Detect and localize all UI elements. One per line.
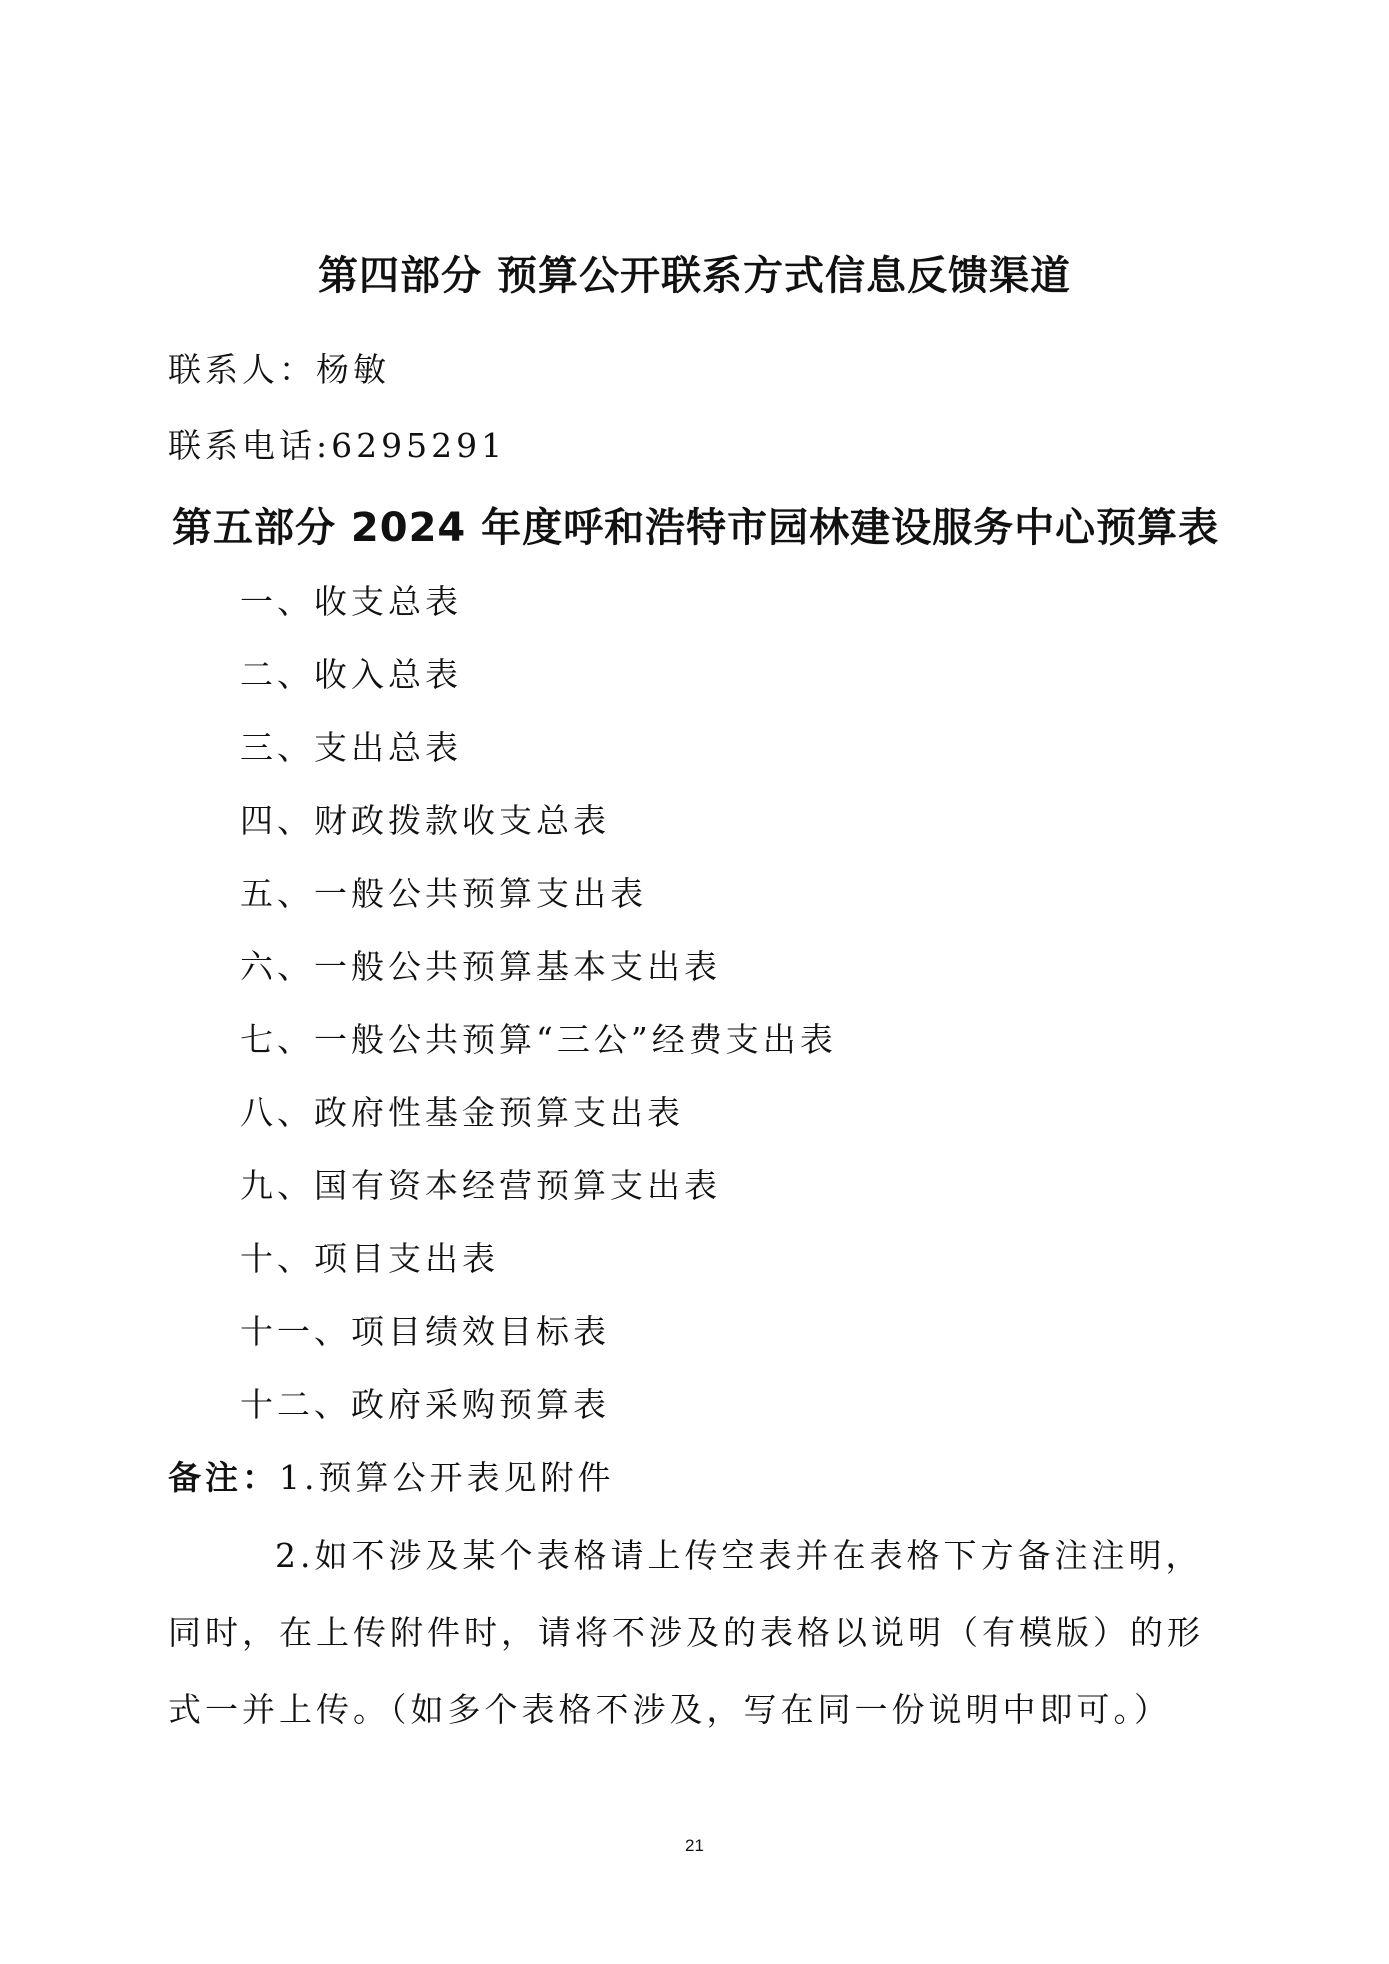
list-item: 一、收支总表 (240, 582, 462, 621)
note-line-1 (168, 1452, 615, 1499)
list-item: 六、一般公共预算基本支出表 (240, 947, 721, 986)
list-item: 七、一般公共预算“三公”经费支出表 (240, 1020, 837, 1059)
list-item: 九、国有资本经营预算支出表 (240, 1166, 721, 1205)
note-text-1: 1.预算公开表见附件 (279, 1458, 615, 1497)
list-item: 三、支出总表 (240, 728, 462, 767)
list-item: 十一、项目绩效目标表 (240, 1312, 610, 1351)
note-line-4: 式一并上传。（如多个表格不涉及，写在同一份说明中即可。） (168, 1690, 1171, 1729)
list-item: 五、一般公共预算支出表 (240, 874, 647, 913)
list-item: 二、收入总表 (240, 655, 462, 694)
list-item: 四、财政拨款收支总表 (240, 801, 610, 840)
note-label: 备注： (168, 1458, 279, 1497)
contact-phone: 联系电话:6295291 (168, 426, 507, 465)
page-number: 21 (685, 1836, 704, 1855)
note-line-3: 同时，在上传附件时，请将不涉及的表格以说明（有模版）的形 (168, 1613, 1204, 1652)
part4-title: 第四部分 预算公开联系方式信息反馈渠道 (318, 253, 1071, 299)
contact-person: 联系人：杨敏 (168, 350, 390, 389)
part5-title: 第五部分 2024 年度呼和浩特市园林建设服务中心预算表 (172, 505, 1220, 551)
list-item: 十、项目支出表 (240, 1239, 499, 1278)
list-item: 十二、政府采购预算表 (240, 1385, 610, 1424)
note-line-2: 2.如不涉及某个表格请上传空表并在表格下方备注注明， (275, 1536, 1203, 1575)
list-item: 八、政府性基金预算支出表 (240, 1093, 684, 1132)
